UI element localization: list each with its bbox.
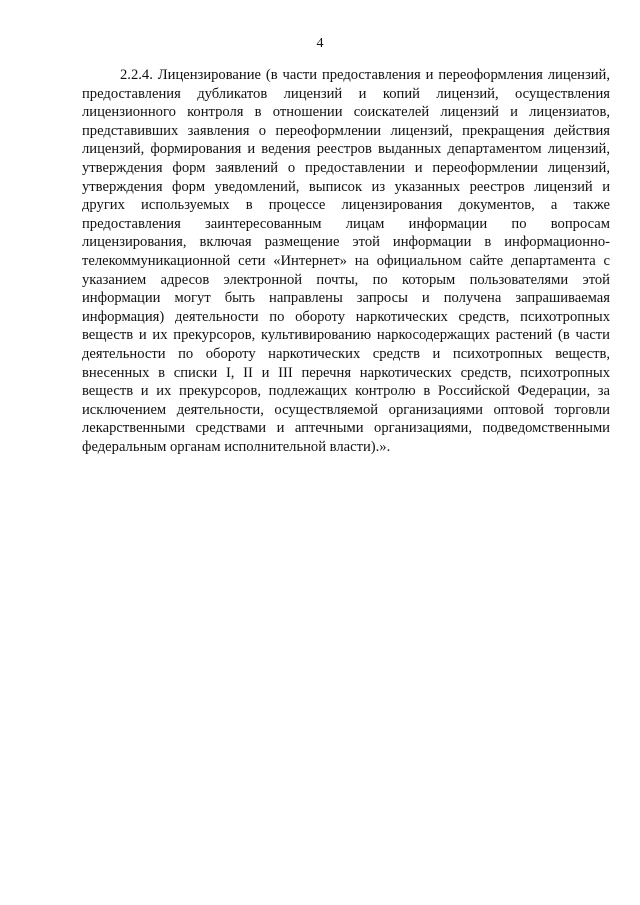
page-number: 4 [316, 36, 324, 51]
paragraph-2-2-4: 2.2.4. Лицензирование (в части предоставления и переоформления лицензий, предоставления дубликатов лицензий и копий лицензий, осуществления лицензионного контроля в отношении соискателей лицензий и лицензиатов, представивших заявления о переоформлении лицензий, прекращения действия лицензий, формирования и ведения реестров выданных департаментом лицензий, утверждения форм заявлений о предоставлении и переоформлении лицензий, утверждения форм уведомлений, выписок из указанных реестров лицензий и других используемых в процессе лицензирования документов, а также предоставления заинтересованным лицам информации по вопросам лицензирования, включая размещение этой информации в информационно-телекоммуникационной сети «Интернет» на официальном сайте департамента с указанием адресов электронной почты, по которым пользователями этой информации могут быть направлены запросы и получена запрашиваемая информация) деятельности по обороту наркотических средств, психотропных веществ и их прекурсоров, культивированию наркосодержащих растений (в части деятельности по обороту наркотических средств и психотропных веществ, внесенных в списки I, II и III перечня наркотических средств, психотропных веществ и их прекурсоров, подлежащих контролю в Российской Федерации, за исключением деятельности, осуществляемой организациями оптовой торговли лекарственными средствами и аптечными организациями, подведомственными федеральным органам исполнительной власти).». [82, 67, 610, 455]
document-body [82, 66, 610, 456]
